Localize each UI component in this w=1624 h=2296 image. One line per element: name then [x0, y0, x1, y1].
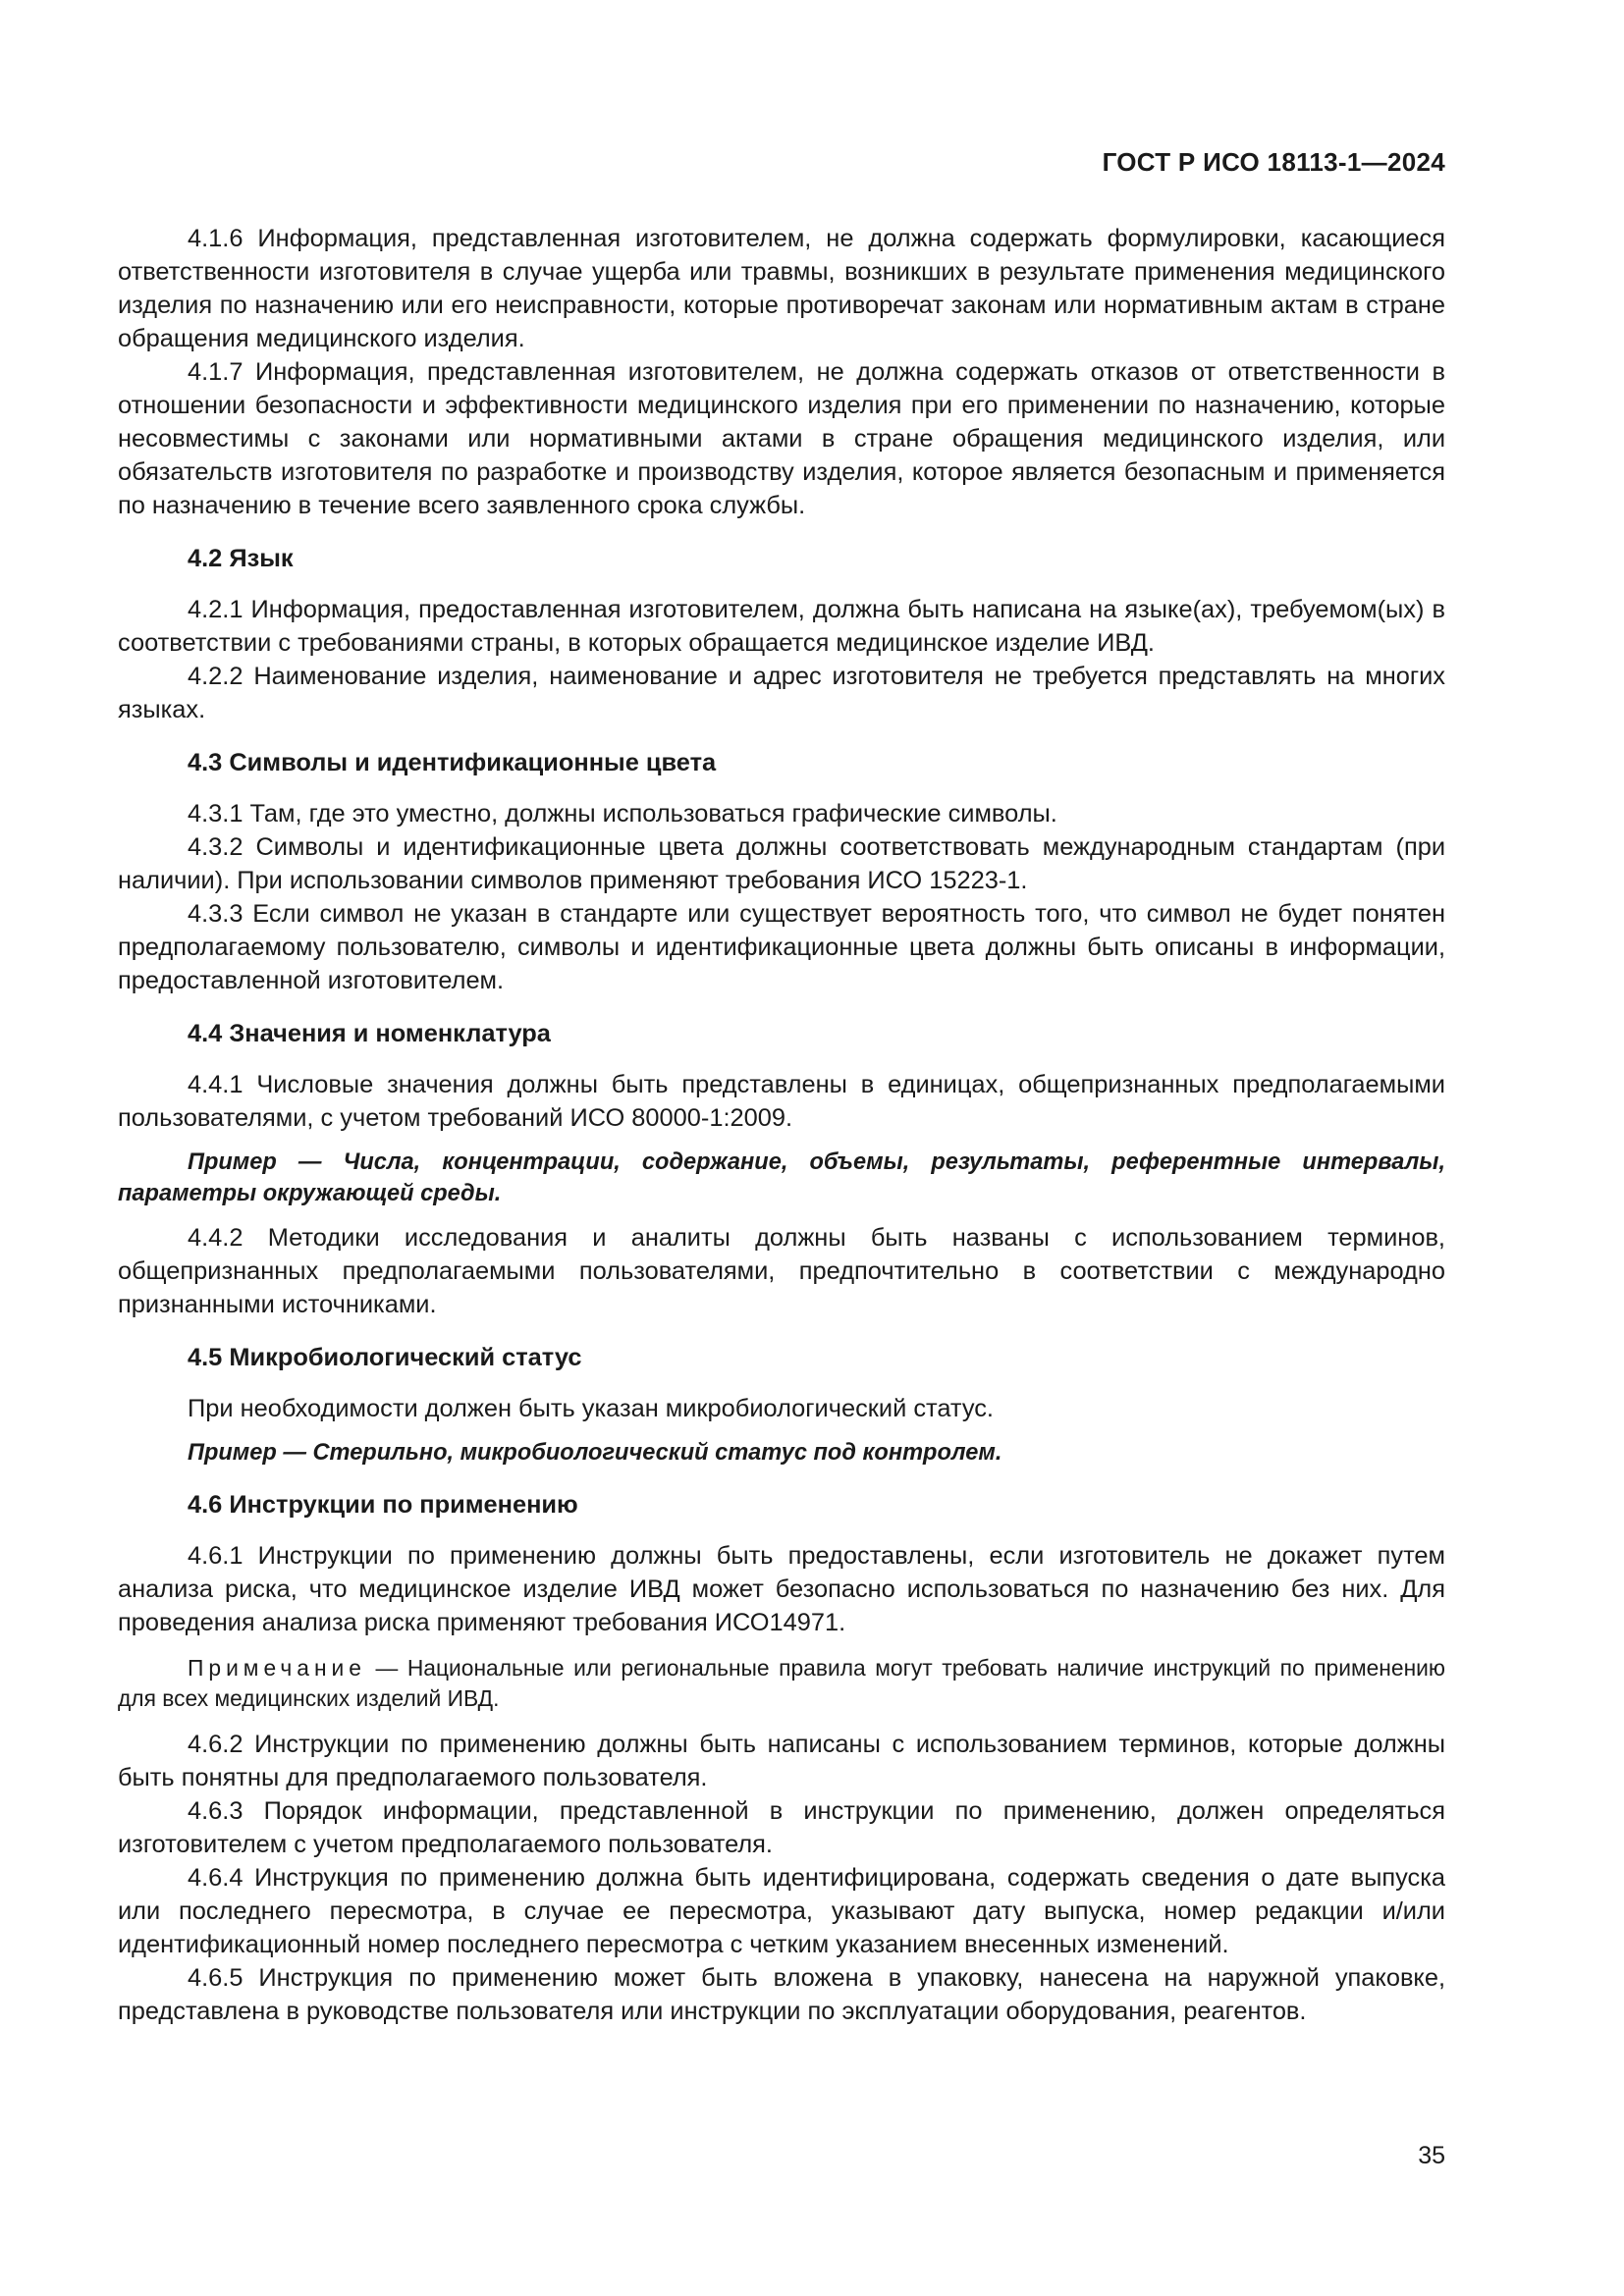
example-4-4: Пример — Числа, концентрации, содержание, объемы, результаты, референтные интервалы, параметры окружающей среды.: [118, 1149, 1445, 1206]
note-4-6: [118, 1653, 1445, 1714]
section-heading-4-3: 4.3 Символы и идентификационные цвета: [188, 749, 717, 776]
page-content: [118, 222, 1445, 2028]
paragraph-4-4-2: 4.4.2 Методики исследования и аналиты должны быть названы с использованием терминов, общепризнанных предполагаемыми пользователями, предпочтительно в соответствии с международно признанными источниками.: [118, 1224, 1445, 1318]
section-heading-4-4: 4.4 Значения и номенклатура: [188, 1020, 551, 1047]
paragraph-4-3-1: 4.3.1 Там, где это уместно, должны использоваться графические символы.: [188, 800, 1057, 828]
paragraph-4-5: При необходимости должен быть указан микробиологический статус.: [188, 1395, 994, 1422]
section-heading-4-6: 4.6 Инструкции по применению: [188, 1491, 578, 1519]
paragraph-4-6-1: 4.6.1 Инструкции по применению должны быть предоставлены, если изготовитель не докажет путем анализа риска, что медицинское изделие ИВД может безопасно использоваться по назначению без них. Для проведения анализа риска применяют требования ИСО14971.: [118, 1542, 1445, 1636]
paragraph-4-3-2: 4.3.2 Символы и идентификационные цвета должны соответствовать международным стандартам (при наличии). При использовании символов применяют требования ИСО 15223-1.: [118, 833, 1445, 894]
paragraph-4-6-3: 4.6.3 Порядок информации, представленной в инструкции по применению, должен определяться изготовителем с учетом предполагаемого пользователя.: [118, 1797, 1445, 1858]
document-code: ГОСТ Р ИСО 18113-1—2024: [1102, 147, 1445, 177]
note-text: — Национальные или региональные правила могут требовать наличие инструкций по применению для всех медицинских изделий ИВД.: [118, 1655, 1445, 1711]
page-number: 35: [1418, 2142, 1445, 2169]
note-label: Примечание: [188, 1655, 366, 1681]
paragraph-4-4-1: 4.4.1 Числовые значения должны быть представлены в единицах, общепризнанных предполагаемыми пользователями, с учетом требований ИСО 80000-1:2009.: [118, 1071, 1445, 1132]
document-page: [118, 0, 1445, 2296]
section-heading-4-2: 4.2 Язык: [188, 545, 294, 572]
paragraph-4-1-7: 4.1.7 Информация, представленная изготовителем, не должна содержать отказов от ответственности в отношении безопасности и эффективности медицинского изделия при его применении по назначению, которые несовместимы с законами или нормативными актами в стране обращения медицинского изделия, или обязательств изготовителя по разработке и производству изделия, которое является безопасным и применяется по назначению в течение всего заявленного срока службы.: [118, 358, 1445, 519]
paragraph-4-2-1: 4.2.1 Информация, предоставленная изготовителем, должна быть написана на языке(ах), требуемом(ых) в соответствии с требованиями страны, в которых обращается медицинское изделие ИВД.: [118, 596, 1445, 657]
paragraph-4-6-2: 4.6.2 Инструкции по применению должны быть написаны с использованием терминов, которые должны быть понятны для предполагаемого пользователя.: [118, 1731, 1445, 1791]
paragraph-4-2-2: 4.2.2 Наименование изделия, наименование и адрес изготовителя не требуется представлять на многих языках.: [118, 663, 1445, 723]
example-4-5: Пример — Стерильно, микробиологический статус под контролем.: [188, 1440, 1002, 1466]
paragraph-4-6-5: 4.6.5 Инструкция по применению может быть вложена в упаковку, нанесена на наружной упаковке, представлена в руководстве пользователя или инструкции по эксплуатации оборудования, реагентов.: [118, 1964, 1445, 2025]
section-heading-4-5: 4.5 Микробиологический статус: [188, 1344, 582, 1371]
paragraph-4-6-4: 4.6.4 Инструкция по применению должна быть идентифицирована, содержать сведения о дате выпуска или последнего пересмотра, в случае ее пересмотра, указывают дату выпуска, номер редакции и/или идентификационный номер последнего пересмотра с четким указанием внесенных изменений.: [118, 1864, 1445, 1958]
paragraph-4-3-3: 4.3.3 Если символ не указан в стандарте или существует вероятность того, что символ не будет понятен предполагаемому пользователю, символы и идентификационные цвета должны быть описаны в информации, предоставленной изготовителем.: [118, 900, 1445, 994]
paragraph-4-1-6: 4.1.6 Информация, представленная изготовителем, не должна содержать формулировки, касающиеся ответственности изготовителя в случае ущерба или травмы, возникших в результате применения медицинского изделия по назначению или его неисправности, которые противоречат законам или нормативным актам в стране обращения медицинского изделия.: [118, 225, 1445, 352]
